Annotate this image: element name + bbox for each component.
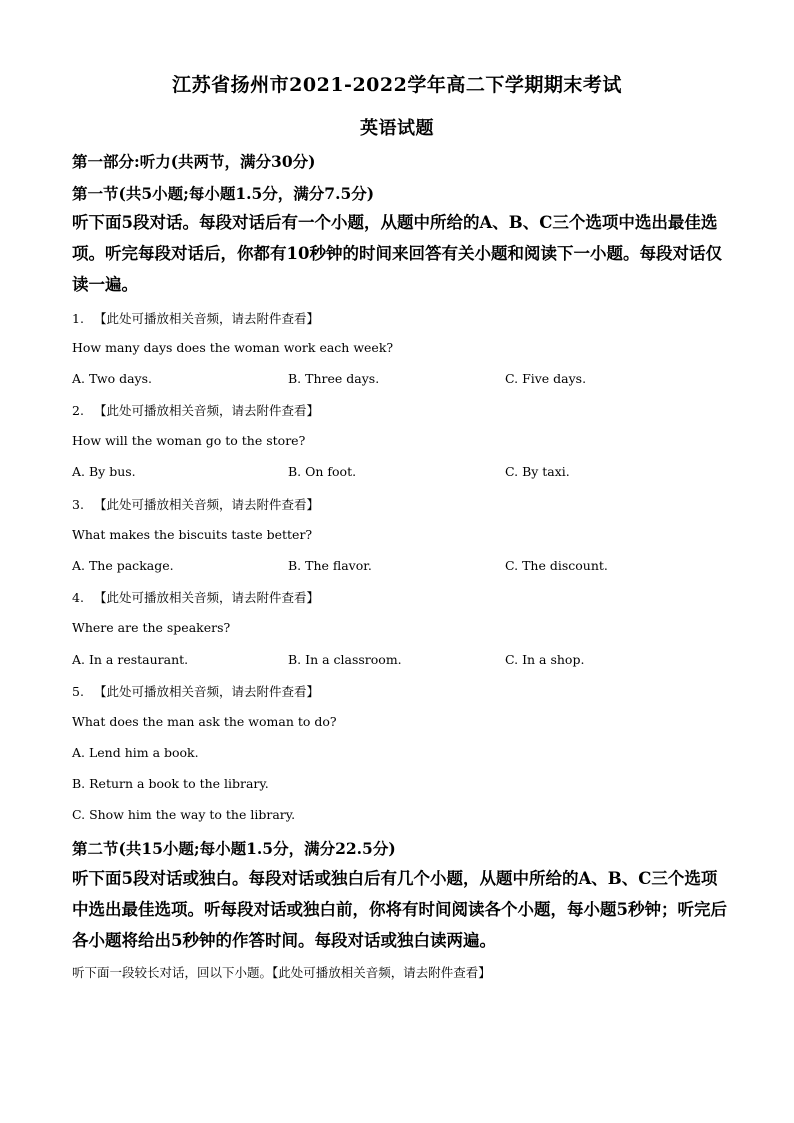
question-number: 3.	[72, 497, 84, 512]
question-5-stem: What does the man ask the woman to do?	[72, 714, 337, 729]
audio-note: 【此处可播放相关音频，请去附件查看】	[94, 311, 320, 326]
instruction-line: 读一遍。	[72, 275, 138, 294]
section-one-instructions	[72, 207, 722, 300]
question-2-option-a: A. By bus.	[72, 464, 136, 479]
long-dialogue-note: 听下面一段较长对话，回以下小题。【此处可播放相关音频，请去附件查看】	[72, 965, 491, 980]
question-4-option-c: C. In a shop.	[505, 652, 585, 667]
section-one-heading: 第一节(共5小题;每小题1.5分，满分7.5分)	[72, 184, 375, 203]
audio-note: 【此处可播放相关音频，请去附件查看】	[94, 403, 320, 418]
exam-title: 江苏省扬州市2021-2022学年高二下学期期末考试	[172, 74, 622, 96]
audio-note: 【此处可播放相关音频，请去附件查看】	[94, 684, 320, 699]
section-two-instructions	[72, 863, 727, 956]
question-5-option-a: A. Lend him a book.	[72, 745, 199, 760]
exam-subtitle: 英语试题	[360, 118, 434, 139]
question-number: 5.	[72, 684, 84, 699]
question-number: 2.	[72, 403, 84, 418]
instruction-line: 项。听完每段对话后，你都有10秒钟的时间来回答有关小题和阅读下一小题。每段对话仅	[72, 244, 722, 263]
question-1-option-a: A. Two days.	[72, 371, 152, 386]
question-5-option-b: B. Return a book to the library.	[72, 776, 269, 791]
section-two-heading: 第二节(共15小题;每小题1.5分，满分22.5分)	[72, 839, 396, 858]
question-number: 1.	[72, 311, 84, 326]
question-1-option-c: C. Five days.	[505, 371, 587, 386]
instruction-line: 各小题将给出5秒钟的作答时间。每段对话或独白读两遍。	[72, 931, 496, 950]
question-3-stem: What makes the biscuits taste better?	[72, 527, 313, 542]
question-2-stem: How will the woman go to the store?	[72, 433, 306, 448]
question-1-stem: How many days does the woman work each week?	[72, 340, 394, 355]
instruction-line: 听下面5段对话。每段对话后有一个小题，从题中所给的A、B、C三个选项中选出最佳选	[72, 213, 718, 232]
question-2-audio	[72, 401, 319, 419]
question-5-option-c: C. Show him the way to the library.	[72, 807, 296, 822]
audio-note: 【此处可播放相关音频，请去附件查看】	[94, 590, 320, 605]
question-4-audio	[72, 588, 319, 606]
question-3-audio	[72, 495, 319, 513]
question-number: 4.	[72, 590, 84, 605]
question-3-option-c: C. The discount.	[505, 558, 608, 573]
question-5-audio	[72, 682, 319, 700]
audio-note: 【此处可播放相关音频，请去附件查看】	[94, 497, 320, 512]
question-4-option-a: A. In a restaurant.	[72, 652, 189, 667]
question-4-option-b: B. In a classroom.	[288, 652, 402, 667]
question-2-option-c: C. By taxi.	[505, 464, 570, 479]
question-2-option-b: B. On foot.	[288, 464, 357, 479]
question-3-option-b: B. The flavor.	[288, 558, 372, 573]
part-one-heading: 第一部分:听力(共两节，满分30分)	[72, 152, 316, 171]
instruction-line: 中选出最佳选项。听每段对话或独白前，你将有时间阅读各个小题，每小题5秒钟；听完后	[72, 900, 727, 919]
instruction-line: 听下面5段对话或独白。每段对话或独白后有几个小题，从题中所给的A、B、C三个选项	[72, 869, 718, 888]
question-4-stem: Where are the speakers?	[72, 620, 231, 635]
question-1-option-b: B. Three days.	[288, 371, 380, 386]
question-1-audio	[72, 309, 319, 327]
question-3-option-a: A. The package.	[72, 558, 174, 573]
